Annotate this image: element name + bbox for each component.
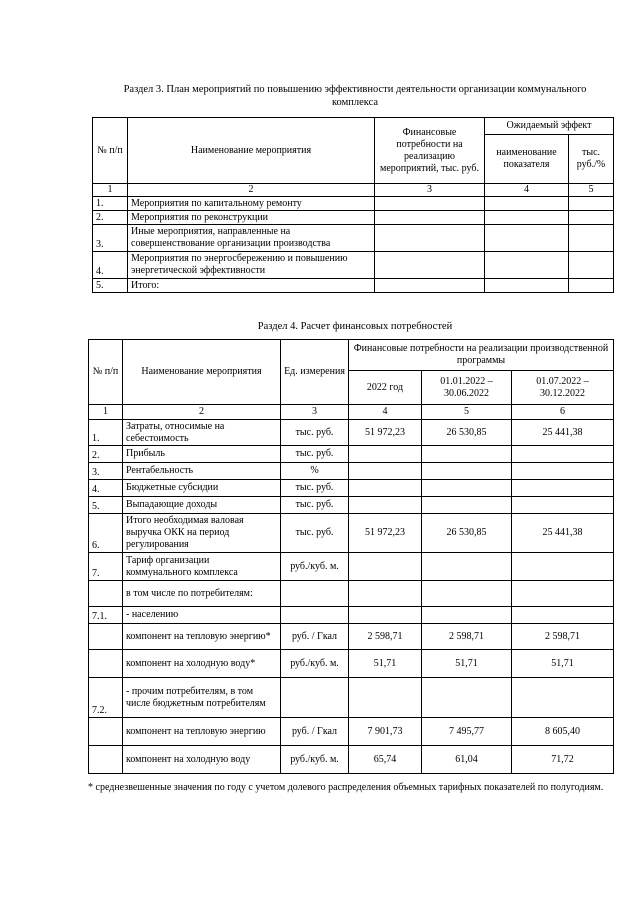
s4-row-name: в том числе по потребителям:: [123, 581, 281, 607]
s4-row-value-h2: 25 441,38: [512, 514, 614, 553]
s4-header-h1: 01.01.2022 – 30.06.2022: [422, 371, 512, 405]
s4-row-unit: тыс. руб.: [281, 420, 349, 446]
s4-row-value-h1: [422, 497, 512, 514]
s4-row-value-h2: [512, 553, 614, 581]
s4-row-value-h2: [512, 463, 614, 480]
s4-row-value-h1: [422, 581, 512, 607]
table-row: [93, 252, 614, 279]
s4-row-name: Выпадающие доходы: [123, 497, 281, 514]
s4-row-value-h2: 2 598,71: [512, 624, 614, 650]
s3-cell: [569, 197, 614, 211]
table-row: [89, 624, 614, 650]
table-row: [89, 514, 614, 553]
s4-row-value-h1: [422, 553, 512, 581]
s4-row-name: Бюджетные субсидии: [123, 480, 281, 497]
s4-row-value-2022: [349, 678, 422, 718]
s3-row-name: Иные мероприятия, направленные на совершенствование организации производства: [128, 225, 375, 252]
s4-row-num: 6.: [89, 514, 123, 553]
s4-colnum: 3: [281, 405, 349, 420]
s3-row-name: Итого:: [128, 279, 375, 293]
s4-row-value-h2: 71,72: [512, 746, 614, 774]
s4-row-unit: руб./куб. м.: [281, 746, 349, 774]
s4-row-value-h2: 8 605,40: [512, 718, 614, 746]
s4-colnum: 2: [123, 405, 281, 420]
s4-row-num: 7.1.: [89, 607, 123, 624]
s4-colnum: 5: [422, 405, 512, 420]
s4-row-num: 2.: [89, 446, 123, 463]
s3-cell: [375, 211, 485, 225]
s4-row-value-h2: [512, 480, 614, 497]
s4-row-num: 4.: [89, 480, 123, 497]
s4-row-value-h2: [512, 581, 614, 607]
s3-cell: [375, 279, 485, 293]
table-row: [89, 678, 614, 718]
s4-row-num: 7.: [89, 553, 123, 581]
table-row: [89, 463, 614, 480]
s4-row-unit: %: [281, 463, 349, 480]
s4-row-value-2022: 51 972,23: [349, 514, 422, 553]
s4-header-unit: Ед. измерения: [281, 340, 349, 405]
s4-header-2022: 2022 год: [349, 371, 422, 405]
table-row: [89, 607, 614, 624]
table-row: [93, 279, 614, 293]
s4-row-unit: [281, 581, 349, 607]
s4-row-value-h2: [512, 678, 614, 718]
s3-cell: [375, 252, 485, 279]
s4-row-value-h1: 26 530,85: [422, 514, 512, 553]
s4-row-unit: руб. / Гкал: [281, 624, 349, 650]
s4-row-name: компонент на тепловую энергию*: [123, 624, 281, 650]
s4-header-num: № п/п: [89, 340, 123, 405]
s4-row-name: Итого необходимая валовая выручка ОКК на период регулирования: [123, 514, 281, 553]
s4-row-value-h1: [422, 446, 512, 463]
s4-row-name: Прибыль: [123, 446, 281, 463]
s3-colnum: 1: [93, 184, 128, 197]
s4-row-value-h1: 7 495,77: [422, 718, 512, 746]
s4-row-unit: тыс. руб.: [281, 497, 349, 514]
s4-colnum-row: [89, 405, 614, 420]
s4-row-name: Тариф организации коммунального комплекса: [123, 553, 281, 581]
s4-row-unit: руб./куб. м.: [281, 553, 349, 581]
s4-colnum: 6: [512, 405, 614, 420]
s4-row-value-h1: [422, 463, 512, 480]
s4-row-value-2022: [349, 553, 422, 581]
s3-cell: [485, 197, 569, 211]
table-row: [89, 446, 614, 463]
s3-header-num: № п/п: [93, 118, 128, 184]
s3-cell: [485, 225, 569, 252]
s3-cell: [569, 279, 614, 293]
s4-row-value-h1: [422, 607, 512, 624]
s3-colnum: 5: [569, 184, 614, 197]
s3-header-name: Наименование мероприятия: [128, 118, 375, 184]
s4-row-unit: руб./куб. м.: [281, 650, 349, 678]
s4-row-value-2022: 65,74: [349, 746, 422, 774]
footnote: * среднезвешенные значения по году с учетом долевого распределения объемных тарифных показателей по полугодиям.: [88, 782, 604, 793]
s4-row-value-2022: 2 598,71: [349, 624, 422, 650]
s4-colnum: 1: [89, 405, 123, 420]
table-row: [89, 420, 614, 446]
s4-row-num: 3.: [89, 463, 123, 480]
table-row: [93, 211, 614, 225]
s4-row-unit: тыс. руб.: [281, 446, 349, 463]
s4-row-value-2022: [349, 607, 422, 624]
s4-row-value-2022: [349, 497, 422, 514]
s4-row-value-h2: [512, 446, 614, 463]
s3-row-name: Мероприятия по реконструкции: [128, 211, 375, 225]
s4-row-name: компонент на тепловую энергию: [123, 718, 281, 746]
s3-header-effect-name: наименование показателя: [485, 135, 569, 184]
s4-row-unit: тыс. руб.: [281, 514, 349, 553]
section4-title: Раздел 4. Расчет финансовых потребностей: [257, 321, 453, 332]
s3-row-num: 4.: [93, 252, 128, 279]
s3-header-effect: Ожидаемый эффект: [485, 118, 614, 135]
s4-header-name: Наименование мероприятия: [123, 340, 281, 405]
s4-header-fin: Финансовые потребности на реализации производственной программы: [349, 340, 614, 371]
section3-title: Раздел 3. План мероприятий по повышению эффективности деятельности организации коммунального комплекса: [123, 84, 587, 108]
section3-table: [92, 117, 614, 293]
s3-row-num: 3.: [93, 225, 128, 252]
s4-row-value-h2: [512, 607, 614, 624]
s3-colnum: 2: [128, 184, 375, 197]
s4-row-value-2022: [349, 480, 422, 497]
s4-row-name: - прочим потребителям, в том числе бюджетным потребителям: [123, 678, 281, 718]
s4-row-num: 7.2.: [89, 678, 123, 718]
section4-table: [88, 339, 614, 774]
table-row: [89, 480, 614, 497]
s3-row-name: Мероприятия по капитальному ремонту: [128, 197, 375, 211]
s4-row-num: [89, 746, 123, 774]
s4-row-value-2022: [349, 446, 422, 463]
table-row: [93, 197, 614, 211]
s4-row-value-h1: [422, 678, 512, 718]
s4-row-num: [89, 581, 123, 607]
s4-row-value-2022: 51,71: [349, 650, 422, 678]
table-row: [89, 746, 614, 774]
table-row: [89, 581, 614, 607]
table-row: [89, 650, 614, 678]
s4-row-num: [89, 624, 123, 650]
s3-cell: [569, 225, 614, 252]
s4-row-num: [89, 650, 123, 678]
s4-row-value-h1: 2 598,71: [422, 624, 512, 650]
s4-row-value-h2: 25 441,38: [512, 420, 614, 446]
s3-colnum: 4: [485, 184, 569, 197]
s3-row-num: 2.: [93, 211, 128, 225]
s4-row-unit: [281, 678, 349, 718]
s4-colnum: 4: [349, 405, 422, 420]
s4-row-name: - населению: [123, 607, 281, 624]
s4-row-unit: тыс. руб.: [281, 480, 349, 497]
s4-row-value-h1: 26 530,85: [422, 420, 512, 446]
s4-row-value-2022: [349, 581, 422, 607]
table-row: [89, 497, 614, 514]
s3-header-fin: Финансовые потребности на реализацию мероприятий, тыс. руб.: [375, 118, 485, 184]
s4-row-value-2022: 51 972,23: [349, 420, 422, 446]
s3-cell: [569, 211, 614, 225]
s3-cell: [375, 197, 485, 211]
s4-row-value-h2: [512, 497, 614, 514]
table-row: [93, 225, 614, 252]
s4-row-num: [89, 718, 123, 746]
table-row: [89, 718, 614, 746]
s3-row-num: 1.: [93, 197, 128, 211]
s3-colnum-row: [93, 184, 614, 197]
s4-row-unit: [281, 607, 349, 624]
s3-row-name: Мероприятия по энергосбережению и повышению энергетической эффективности: [128, 252, 375, 279]
s4-row-name: Рентабельность: [123, 463, 281, 480]
s3-cell: [569, 252, 614, 279]
s3-cell: [485, 211, 569, 225]
s4-row-value-h1: [422, 480, 512, 497]
s4-row-value-h1: 61,04: [422, 746, 512, 774]
s4-row-unit: руб. / Гкал: [281, 718, 349, 746]
s4-row-name: компонент на холодную воду: [123, 746, 281, 774]
table-row: [89, 553, 614, 581]
s3-cell: [375, 225, 485, 252]
s4-row-num: 5.: [89, 497, 123, 514]
s4-header-h2: 01.07.2022 – 30.12.2022: [512, 371, 614, 405]
s3-cell: [485, 279, 569, 293]
s4-row-name: Затраты, относимые на себестоимость: [123, 420, 281, 446]
s4-row-value-h2: 51,71: [512, 650, 614, 678]
s4-row-value-2022: 7 901,73: [349, 718, 422, 746]
s4-row-num: 1.: [89, 420, 123, 446]
s3-header-effect-unit: тыс. руб./%: [569, 135, 614, 184]
s4-row-value-h1: 51,71: [422, 650, 512, 678]
s3-cell: [485, 252, 569, 279]
s4-row-value-2022: [349, 463, 422, 480]
s4-row-name: компонент на холодную воду*: [123, 650, 281, 678]
s3-colnum: 3: [375, 184, 485, 197]
s3-row-num: 5.: [93, 279, 128, 293]
